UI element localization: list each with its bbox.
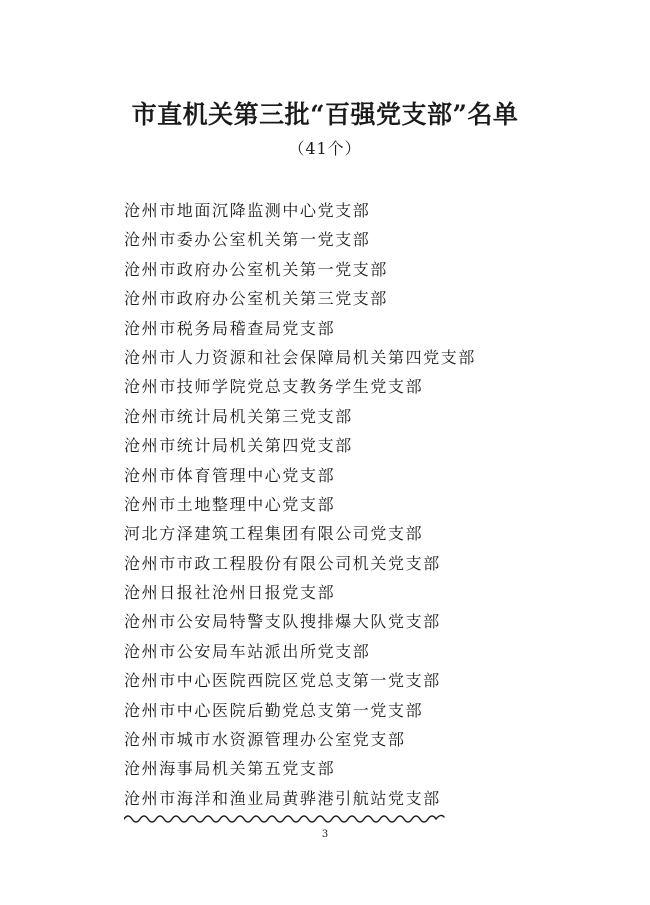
list-item: 沧州市政府办公室机关第三党支部 [124, 289, 389, 309]
list-item-underlined: 沧州市海洋和渔业局黄骅港引航站党支部 [124, 788, 441, 808]
list-item: 沧州市政府办公室机关第一党支部 [124, 259, 389, 279]
list-item: 沧州市公安局车站派出所党支部 [124, 641, 371, 661]
list-item: 沧州市人力资源和社会保障局机关第四党支部 [124, 347, 477, 367]
list-item: 沧州市公安局特警支队搜排爆大队党支部 [124, 612, 441, 632]
list-item: 沧州市市政工程股份有限公司机关党支部 [124, 553, 441, 573]
wavy-underline [124, 812, 446, 826]
list-item: 沧州市委办公室机关第一党支部 [124, 230, 371, 250]
list-item: 沧州市技师学院党总支教务学生党支部 [124, 377, 424, 397]
list-item: 沧州市中心医院后勤党总支第一党支部 [124, 700, 424, 720]
list-item: 沧州市城市水资源管理办公室党支部 [124, 730, 406, 750]
page-number: 3 [321, 829, 329, 840]
branch-list [124, 196, 476, 813]
list-item: 沧州市体育管理中心党支部 [124, 465, 336, 485]
list-item: 沧州市地面沉降监测中心党支部 [124, 201, 371, 220]
page-title: 市直机关第三批“百强党支部”名单 [131, 100, 519, 129]
list-item: 沧州市中心医院西院区党总支第一党支部 [124, 671, 441, 691]
list-item: 河北方泽建筑工程集团有限公司党支部 [124, 524, 424, 544]
count-note: （41个） [288, 139, 362, 158]
wavy-underline-stroke [124, 815, 444, 822]
list-item: 沧州市土地整理中心党支部 [124, 494, 336, 514]
list-item: 沧州市统计局机关第四党支部 [124, 436, 353, 456]
list-item: 沧州海事局机关第五党支部 [124, 759, 336, 779]
list-item: 沧州市统计局机关第三党支部 [124, 406, 353, 426]
list-item: 沧州市税务局稽查局党支部 [124, 318, 336, 338]
list-item: 沧州日报社沧州日报党支部 [124, 583, 336, 603]
